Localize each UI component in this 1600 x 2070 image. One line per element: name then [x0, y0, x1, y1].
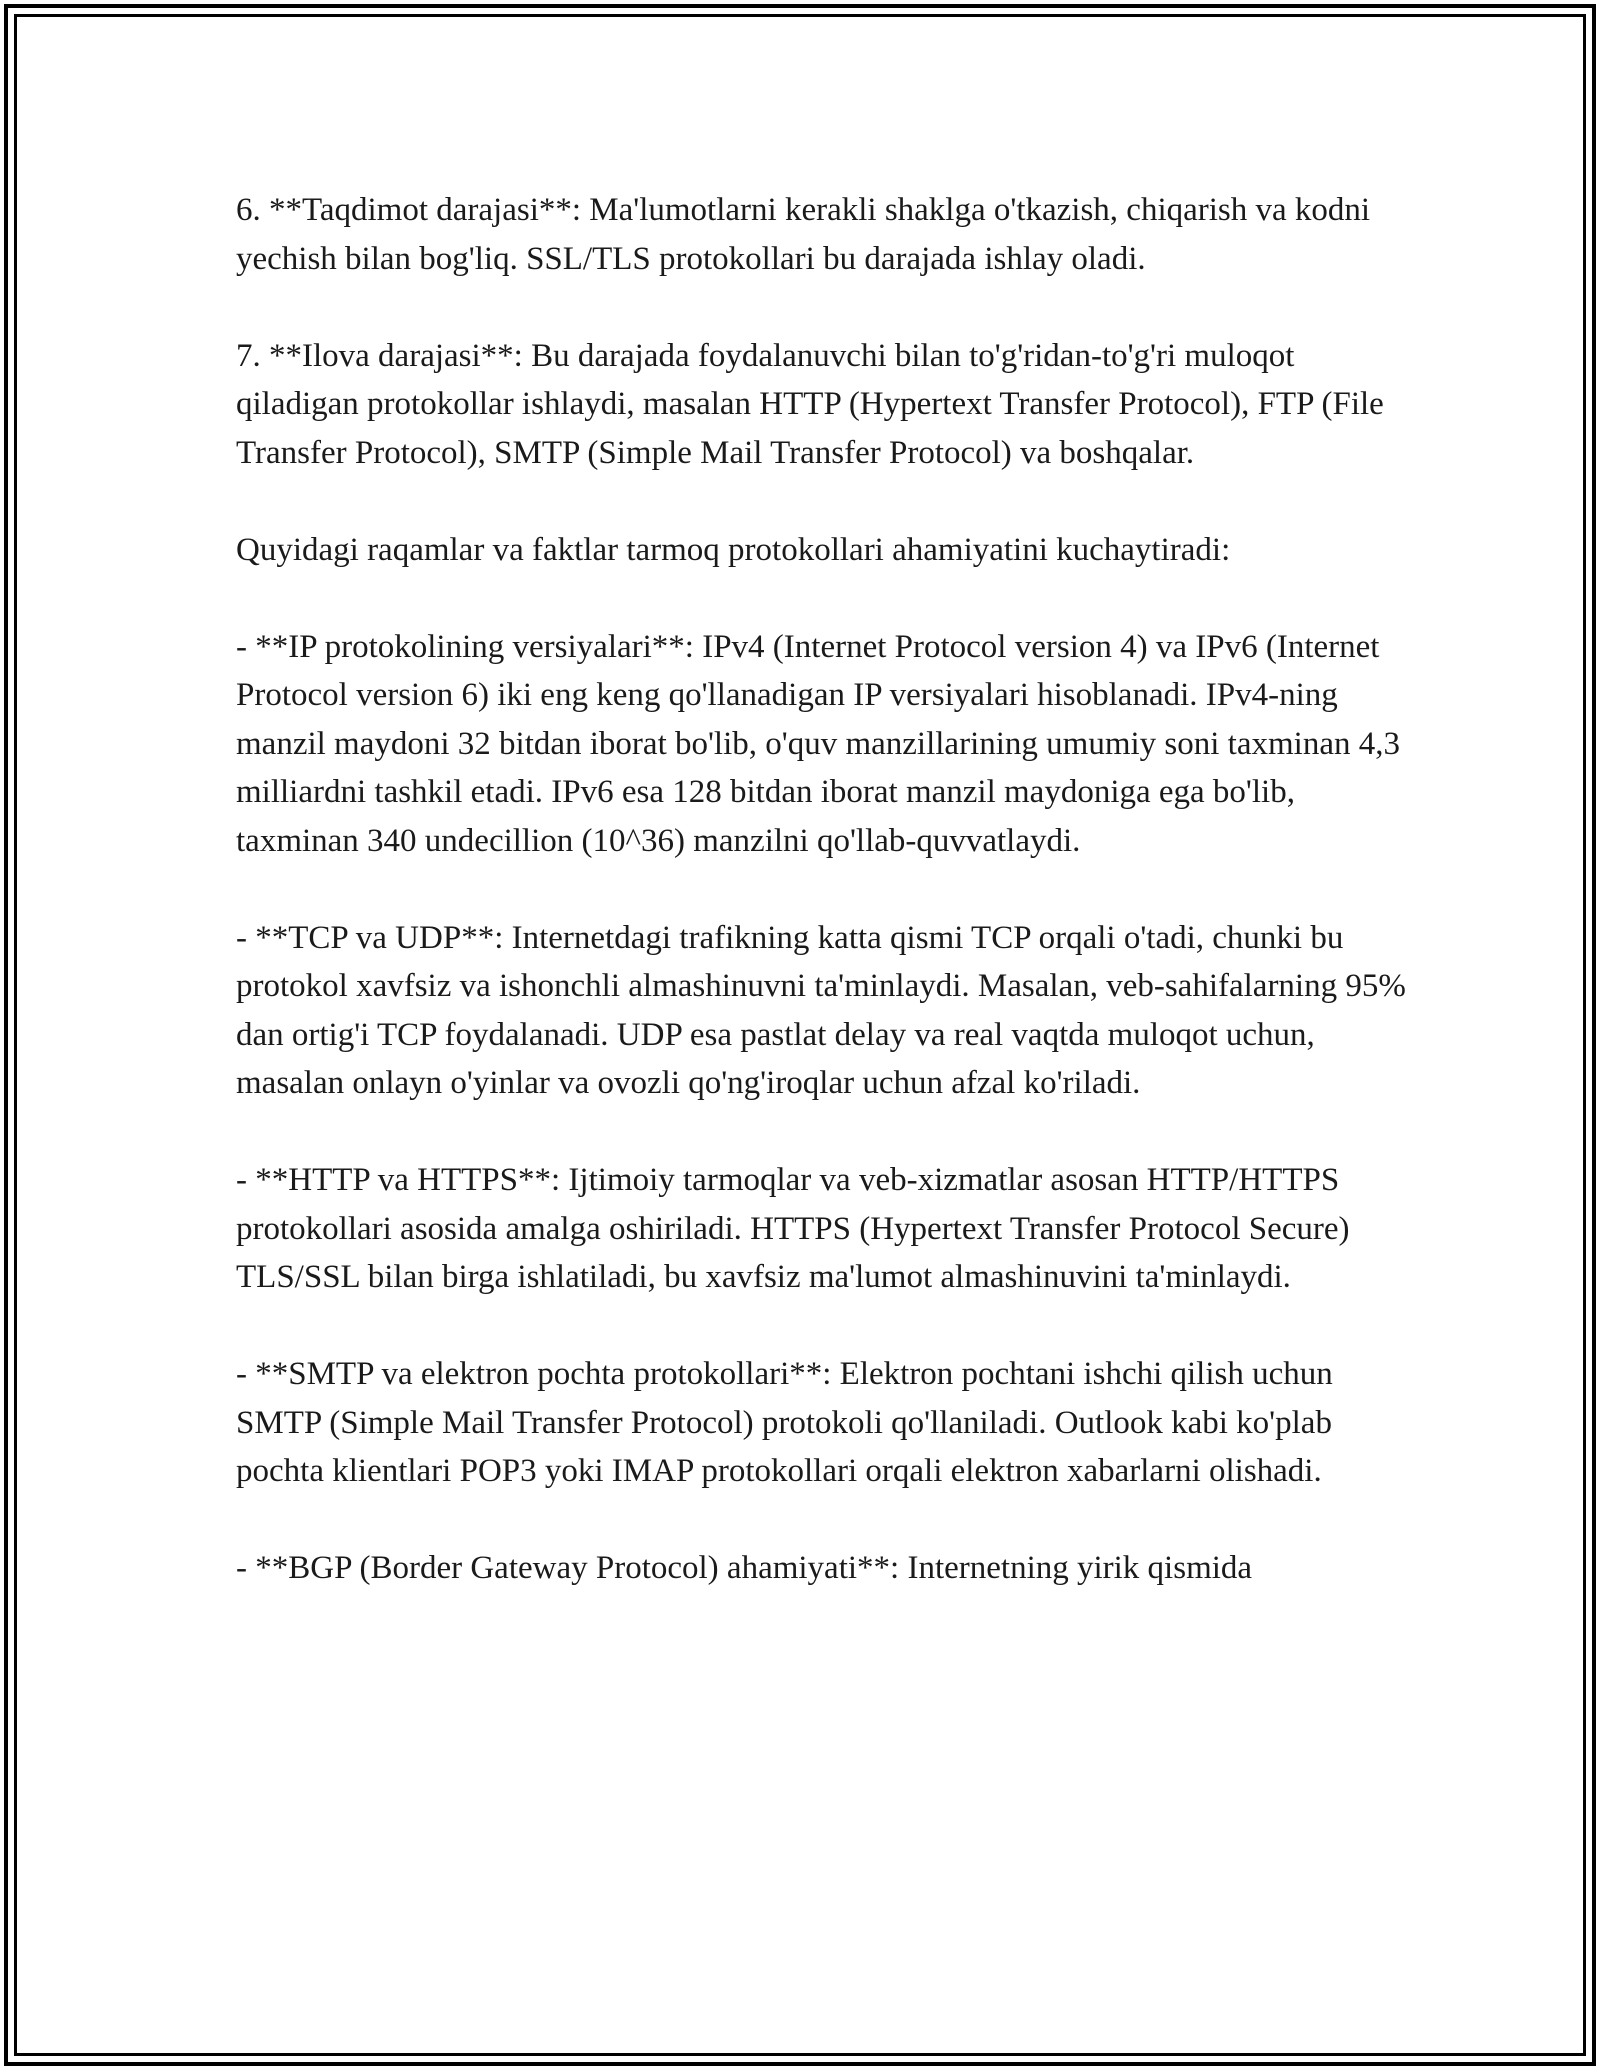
paragraph-tcp-udp: - **TCP va UDP**: Internetdagi trafikning katta qismi TCP orqali o'tadi, chunki bu protokol xavfsiz va ishonchli almashinuvni ta'minlaydi. Masalan, veb-sahifalarning 95% dan ortig'i TCP foydalanadi. UDP esa pastlat delay va real vaqtda muloqot uchun, masalan onlayn o'yinlar va ovozli qo'ng'iroqlar uchun afzal ko'riladi.	[236, 919, 1406, 1101]
paragraph-smtp-email: - **SMTP va elektron pochta protokollari**: Elektron pochtani ishchi qilish uchun SMTP (Simple Mail Transfer Protocol) protokoli qo'llaniladi. Outlook kabi ko'plab pochta klientlari POP3 yoki IMAP protokollari orqali elektron xabarlarni olishadi.	[236, 1356, 1333, 1489]
document-body	[236, 186, 1406, 1593]
paragraph-presentation-layer: 6. **Taqdimot darajasi**: Ma'lumotlarni kerakli shaklga o'tkazish, chiqarish va kodni yechish bilan bog'liq. SSL/TLS protokollari bu darajada ishlay oladi.	[236, 192, 1371, 277]
paragraph-bgp: - **BGP (Border Gateway Protocol) ahamiyati**: Internetning yirik qismida	[236, 1550, 1253, 1586]
paragraph-intro-facts: Quyidagi raqamlar va faktlar tarmoq protokollari ahamiyatini kuchaytiradi:	[236, 531, 1231, 568]
paragraph-ip-versions: - **IP protokolining versiyalari**: IPv4 (Internet Protocol version 4) va IPv6 (Internet Protocol version 6) iki eng keng qo'llanadigan IP versiyalari hisoblanadi. IPv4-ning manzil maydoni 32 bitdan iborat bo'lib, o'quv manzillarining umumiy soni taxminan 4,3 milliardni tashkil etadi. IPv6 esa 128 bitdan iborat manzil maydoniga ega bo'lib, taxminan 340 undecillion (10^36) manzilni qo'llab-quvvatlaydi.	[236, 628, 1400, 859]
paragraph-application-layer: 7. **Ilova darajasi**: Bu darajada foydalanuvchi bilan to'g'ridan-to'g'ri muloqot qiladigan protokollar ishlaydi, masalan HTTP (Hypertext Transfer Protocol), FTP (File Transfer Protocol), SMTP (Simple Mail Transfer Protocol) va boshqalar.	[236, 337, 1384, 471]
paragraph-http-https: - **HTTP va HTTPS**: Ijtimoiy tarmoqlar va veb-xizmatlar asosan HTTP/HTTPS protokollari asosida amalga oshiriladi. HTTPS (Hypertext Transfer Protocol Secure) TLS/SSL bilan birga ishlatiladi, bu xavfsiz ma'lumot almashinuvini ta'minlaydi.	[236, 1162, 1350, 1295]
